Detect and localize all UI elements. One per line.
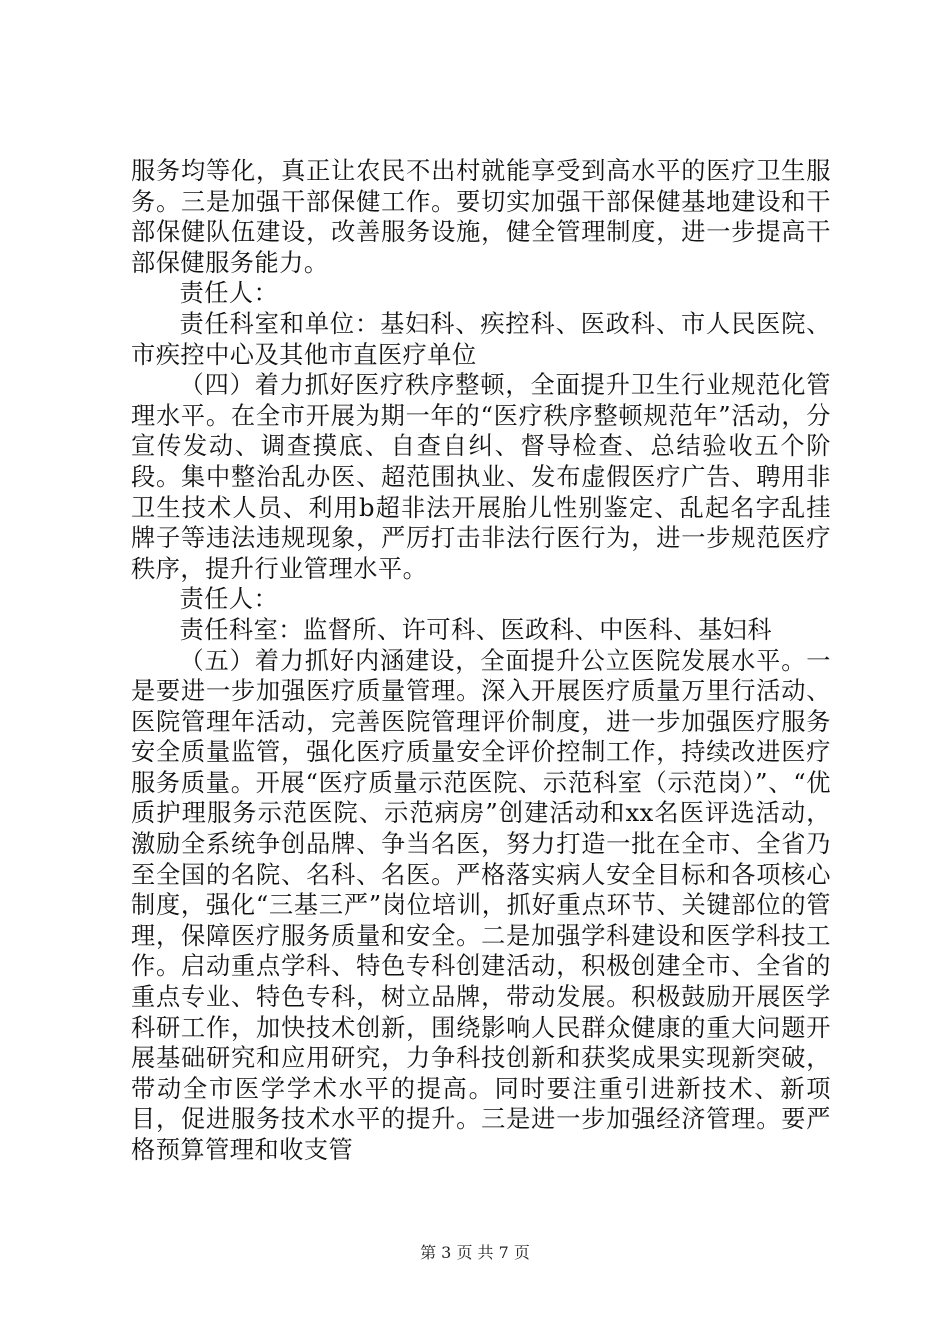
document-body <box>131 156 831 1166</box>
page-number-footer: 第 3 页 共 7 页 <box>420 1243 530 1262</box>
responsible-departments: 责任科室和单位：基妇科、疾控科、医政科、市人民医院、市疾控中心及其他市直医疗单位 <box>131 309 831 369</box>
responsible-departments: 责任科室：监督所、许可科、医政科、中医科、基妇科 <box>179 615 773 644</box>
responsible-person-label: 责任人： <box>179 279 279 308</box>
paragraph-section-4: （四）着力抓好医疗秩序整顿，全面提升卫生行业规范化管理水平。在全市开展为期一年的“医疗秩序整顿规范年”活动，分宣传发动、调查摸底、自查自纠、督导检查、总结验收五个阶段。集中整治乱办医、超范围执业、发布虚假医疗广告、聘用非卫生技术人员、利用b超非法开展胎儿性别鉴定、乱起名字乱挂牌子等违法违规现象，严厉打击非法行医行为，进一步规范医疗秩序，提升行业管理水平。 <box>131 371 831 583</box>
responsible-person-label: 责任人： <box>179 585 279 614</box>
paragraph-continuation: 服务均等化，真正让农民不出村就能享受到高水平的医疗卫生服务。三是加强干部保健工作。要切实加强干部保健基地建设和干部保健队伍建设，改善服务设施，健全管理制度，进一步提高干部保健服务能力。 <box>131 157 831 277</box>
paragraph-section-5: （五）着力抓好内涵建设，全面提升公立医院发展水平。一是要进一步加强医疗质量管理。深入开展医疗质量万里行活动、医院管理年活动，完善医院管理评价制度，进一步加强医疗服务安全质量监管，强化医疗质量安全评价控制工作，持续改进医疗服务质量。开展“医疗质量示范医院、示范科室（示范岗）”、“优质护理服务示范医院、示范病房”创建活动和xx名医评选活动，激励全系统争创品牌、争当名医，努力打造一批在全市、全省乃至全国的名院、名科、名医。严格落实病人安全目标和各项核心制度，强化“三基三严”岗位培训，抓好重点环节、关键部位的管理，保障医疗服务质量和安全。二是加强学科建设和医学科技工作。启动重点学科、特色专科创建活动，积极创建全市、全省的重点专业、特色专科，树立品牌，带动发展。积极鼓励开展医学科研工作，加快技术创新，围绕影响人民群众健康的重大问题开展基础研究和应用研究，力争科技创新和获奖成果实现新突破，带动全市医学学术水平的提高。同时要注重引进新技术、新项目，促进服务技术水平的提升。三是进一步加强经济管理。要严格预算管理和收支管 <box>131 646 831 1164</box>
